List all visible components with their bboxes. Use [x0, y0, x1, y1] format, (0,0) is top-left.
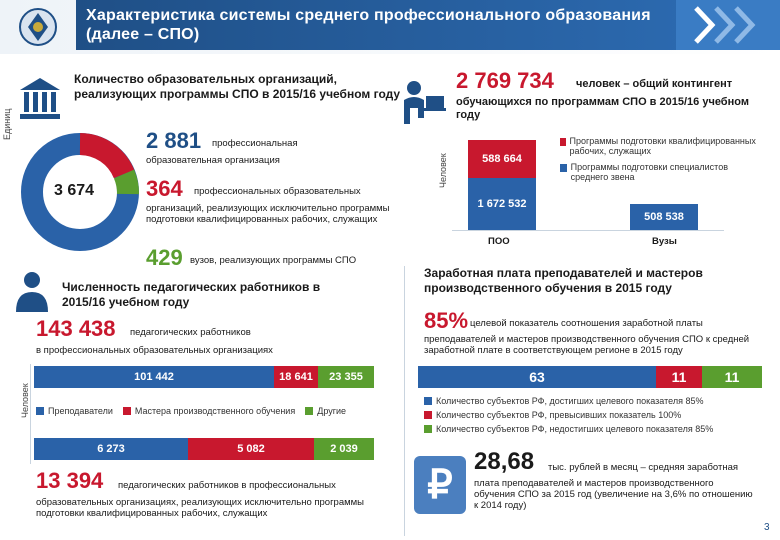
orgs-title: Количество образовательных организаций, реализующих программы СПО в 2015/16 учебном году [74, 72, 401, 101]
students-cat-vuz: Вузы [652, 236, 677, 247]
legend-label: Другие [317, 406, 347, 416]
bar1-others-label: 23 355 [329, 371, 363, 383]
staff-text-b: в профессиональных образовательных организациях [36, 345, 273, 356]
salary-bar-reached-label: 63 [529, 369, 545, 385]
orgs-item2-text-a: профессиональных образовательных [194, 186, 361, 197]
students-bar-vuz [630, 204, 698, 230]
legend-item-others [305, 406, 346, 416]
bar-poo-bottom [468, 178, 536, 230]
orgs-item1-text-a: профессиональная [212, 138, 298, 149]
bar1-teachers-label: 101 442 [134, 371, 174, 383]
bar2-masters-label: 5 082 [237, 443, 265, 455]
legend-item-teachers [36, 406, 113, 416]
bar2-teachers-label: 6 273 [97, 443, 125, 455]
students-axis-label: Человек [438, 153, 448, 188]
staff-axis-line [30, 364, 31, 464]
bar2-masters [188, 438, 314, 460]
bar1-others [318, 366, 374, 388]
legend-label: Преподаватели [48, 406, 113, 416]
divider-line [404, 266, 405, 536]
salary-wage-value: 28,68 [474, 448, 535, 475]
students-value: 2 769 734 [456, 68, 554, 93]
salary-legend [424, 396, 713, 434]
bar-vuz-label: 508 538 [644, 211, 684, 223]
legend-label: Мастера производственного обучения [134, 406, 296, 416]
legend-item-masters [123, 406, 295, 416]
students-axis-line [452, 230, 724, 231]
emblem-logo [8, 4, 68, 50]
page-title: Характеристика системы среднего профессионального образования (далее – СПО) [86, 7, 651, 43]
staff-value-2: 13 394 [36, 468, 104, 493]
institution-icon [18, 76, 62, 120]
salary-bar-exceeded [656, 366, 702, 388]
salary-percent-text-a: целевой показатель соотношения заработной платы [470, 318, 703, 329]
bar-poo-top-label: 588 664 [482, 153, 522, 165]
bar2-others [314, 438, 374, 460]
legend-item-exceeded [424, 410, 713, 420]
chevron-right-icon [676, 0, 780, 50]
orgs-axis-label: Единиц [2, 108, 12, 140]
legend-item-missed [424, 424, 713, 434]
staff-value: 143 438 [36, 316, 116, 341]
salary-title: Заработная плата преподавателей и мастеров производственного обучения в 2015 году [424, 266, 703, 295]
students-legend [560, 136, 756, 182]
teacher-icon [10, 270, 54, 314]
ruble-symbol: ₽ [427, 463, 453, 507]
bar2-others-label: 2 039 [330, 443, 358, 455]
orgs-item3-text: вузов, реализующих программы СПО [190, 255, 357, 266]
legend-label: Количество субъектов РФ, недостигших целевого показателя 85% [436, 424, 714, 434]
salary-bar [418, 366, 762, 388]
orgs-item3-value: 429 [146, 245, 183, 270]
staff-axis-label: Человек [20, 383, 30, 418]
legend-label: Программы подготовки квалифицированных рабочих, служащих [569, 136, 756, 156]
staff-bar-2 [34, 438, 374, 460]
salary-bar-missed [702, 366, 762, 388]
legend-item-specialists [560, 162, 756, 182]
salary-bar-reached [418, 366, 656, 388]
students-text-b: обучающихся по программам СПО в 2015/16 учебном году [456, 96, 749, 121]
salary-bar-missed-label: 11 [724, 369, 740, 385]
orgs-item1-value: 2 881 [146, 128, 202, 153]
salary-wage-text-a: тыс. рублей в месяц – средняя заработная [548, 462, 738, 473]
staff-bar-1 [34, 366, 374, 388]
salary-bar-exceeded-label: 11 [671, 369, 687, 385]
students-text-a: человек – общий контингент [576, 78, 733, 90]
legend-label: Программы подготовки специалистов среднего звена [570, 162, 728, 182]
students-cat-poo: ПОО [488, 236, 510, 247]
staff-title: Численность педагогических работников в 2015/16 учебном году [62, 280, 321, 309]
staff-legend [36, 406, 346, 416]
orgs-total: 3 674 [54, 182, 95, 199]
legend-label: Количество субъектов РФ, достигших целевого показателя 85% [436, 396, 704, 406]
bar1-teachers [34, 366, 274, 388]
salary-wage-text-b: плата преподавателей и мастеров производственного обучения СПО за 2015 год (увеличение на 3,6% по отношению к 2014 году) [474, 478, 753, 511]
orgs-item2-text-b: организаций, реализующих исключительно программы подготовки квалифицированных рабочих, служащих [146, 203, 390, 225]
bar1-masters-label: 18 641 [279, 371, 313, 383]
page-number: 3 [764, 522, 770, 533]
orgs-item1-text-b: образовательная организация [146, 155, 280, 166]
bar-poo-top [468, 140, 536, 178]
staff-text2-a: педагогических работников в профессиональных [118, 480, 336, 491]
staff-text-a: педагогических работников [130, 327, 251, 338]
legend-label: Количество субъектов РФ, превысивших показатель 100% [436, 410, 682, 420]
bar-poo-bottom-label: 1 672 532 [477, 198, 527, 210]
students-bar-poo [468, 140, 536, 230]
bar2-teachers [34, 438, 188, 460]
staff-text2-b: образовательных организациях, реализующих исключительно программы подготовки квалифицированных рабочих, служащих [36, 497, 365, 519]
salary-percent-text-b: преподавателей и мастеров производственного обучения СПО к средней заработной плате в соответствующем регионе в 2015 году [424, 334, 750, 356]
ruble-icon [414, 456, 466, 514]
bar1-masters [274, 366, 318, 388]
legend-item-qualified [560, 136, 756, 156]
orgs-item2-value: 364 [146, 176, 183, 201]
legend-item-reached [424, 396, 713, 406]
salary-percent: 85% [424, 308, 469, 333]
student-desk-icon [398, 78, 448, 128]
